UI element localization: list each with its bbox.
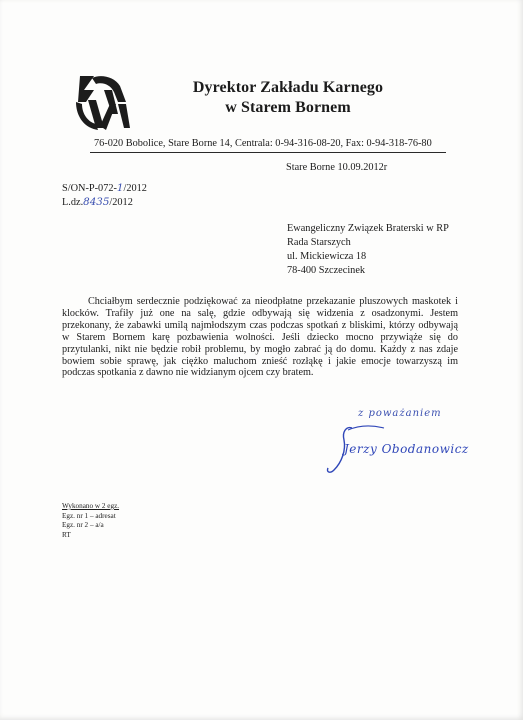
- header-divider: [90, 152, 446, 153]
- copy-one: Egz. nr 1 – adresat: [62, 511, 116, 520]
- institution-name: [168, 78, 408, 118]
- case-reference: [62, 182, 147, 194]
- case-reference-suffix: /2012: [123, 183, 147, 194]
- institution-address: 76-020 Bobolice, Stare Borne 14, Centrala: 0-94-316-08-20, Fax: 0-94-318-76-80: [94, 138, 432, 149]
- recipient-line3: ul. Mickiewicza 18: [287, 251, 367, 262]
- letter-date: Stare Borne 10.09.2012r: [286, 162, 388, 173]
- signatory-name: Jerzy Obodanowicz: [344, 442, 469, 456]
- author-initials: RT: [62, 530, 71, 539]
- letter-body: [62, 296, 458, 379]
- copies-count: Wykonano w 2 egz.: [62, 502, 120, 510]
- closing-phrase: z poważaniem: [358, 408, 442, 419]
- journal-reference-suffix: /2012: [109, 197, 133, 208]
- copy-two: Egz. nr 2 – a/a: [62, 521, 104, 530]
- letter-body-text: Chciałbym serdecznie podziękować za nieodpłatne przekazanie pluszowych maskotek i klocków. Trafiły już one na salę, gdzie odbywają się widzenia z osadzonymi. Jestem przekonany, że zabawki umilą najmłodszym czas podczas spotkań z bliskimi, którzy odbywają w Starem Bornem karę pozbawienia wolności. Jeśli dziecko mocno przywiąże się do przytulanki, nikt nie będzie robił problemu, by mogło zabrać ją do domu. Każdy z nas zdaje bowiem sobie sprawę, jak ciężko maluchom znieść rozłąkę i jakie emocje towarzyszą im podczas spotkania z dawno nie widzianym ojcem czy bratem.: [62, 296, 458, 379]
- recipient-line1: Ewangeliczny Związek Braterski w RP: [287, 223, 449, 234]
- recipient-line4: 78-400 Szczecinek: [287, 265, 366, 276]
- institution-name-line1: Dyrektor Zakładu Karnego: [192, 79, 384, 96]
- journal-reference-prefix: L.dz.: [62, 197, 84, 208]
- case-reference-handwritten: 1: [116, 182, 124, 194]
- recipient-line2: Rada Starszych: [287, 237, 351, 248]
- institution-logo: [74, 72, 132, 134]
- journal-reference-handwritten: 8435: [83, 196, 110, 208]
- recipient-address: [287, 222, 449, 278]
- case-reference-prefix: S/ON-P-072-: [62, 183, 117, 194]
- journal-reference: [62, 196, 133, 208]
- copies-note: [62, 502, 119, 540]
- institution-name-line2: w Starem Bornem: [225, 99, 351, 116]
